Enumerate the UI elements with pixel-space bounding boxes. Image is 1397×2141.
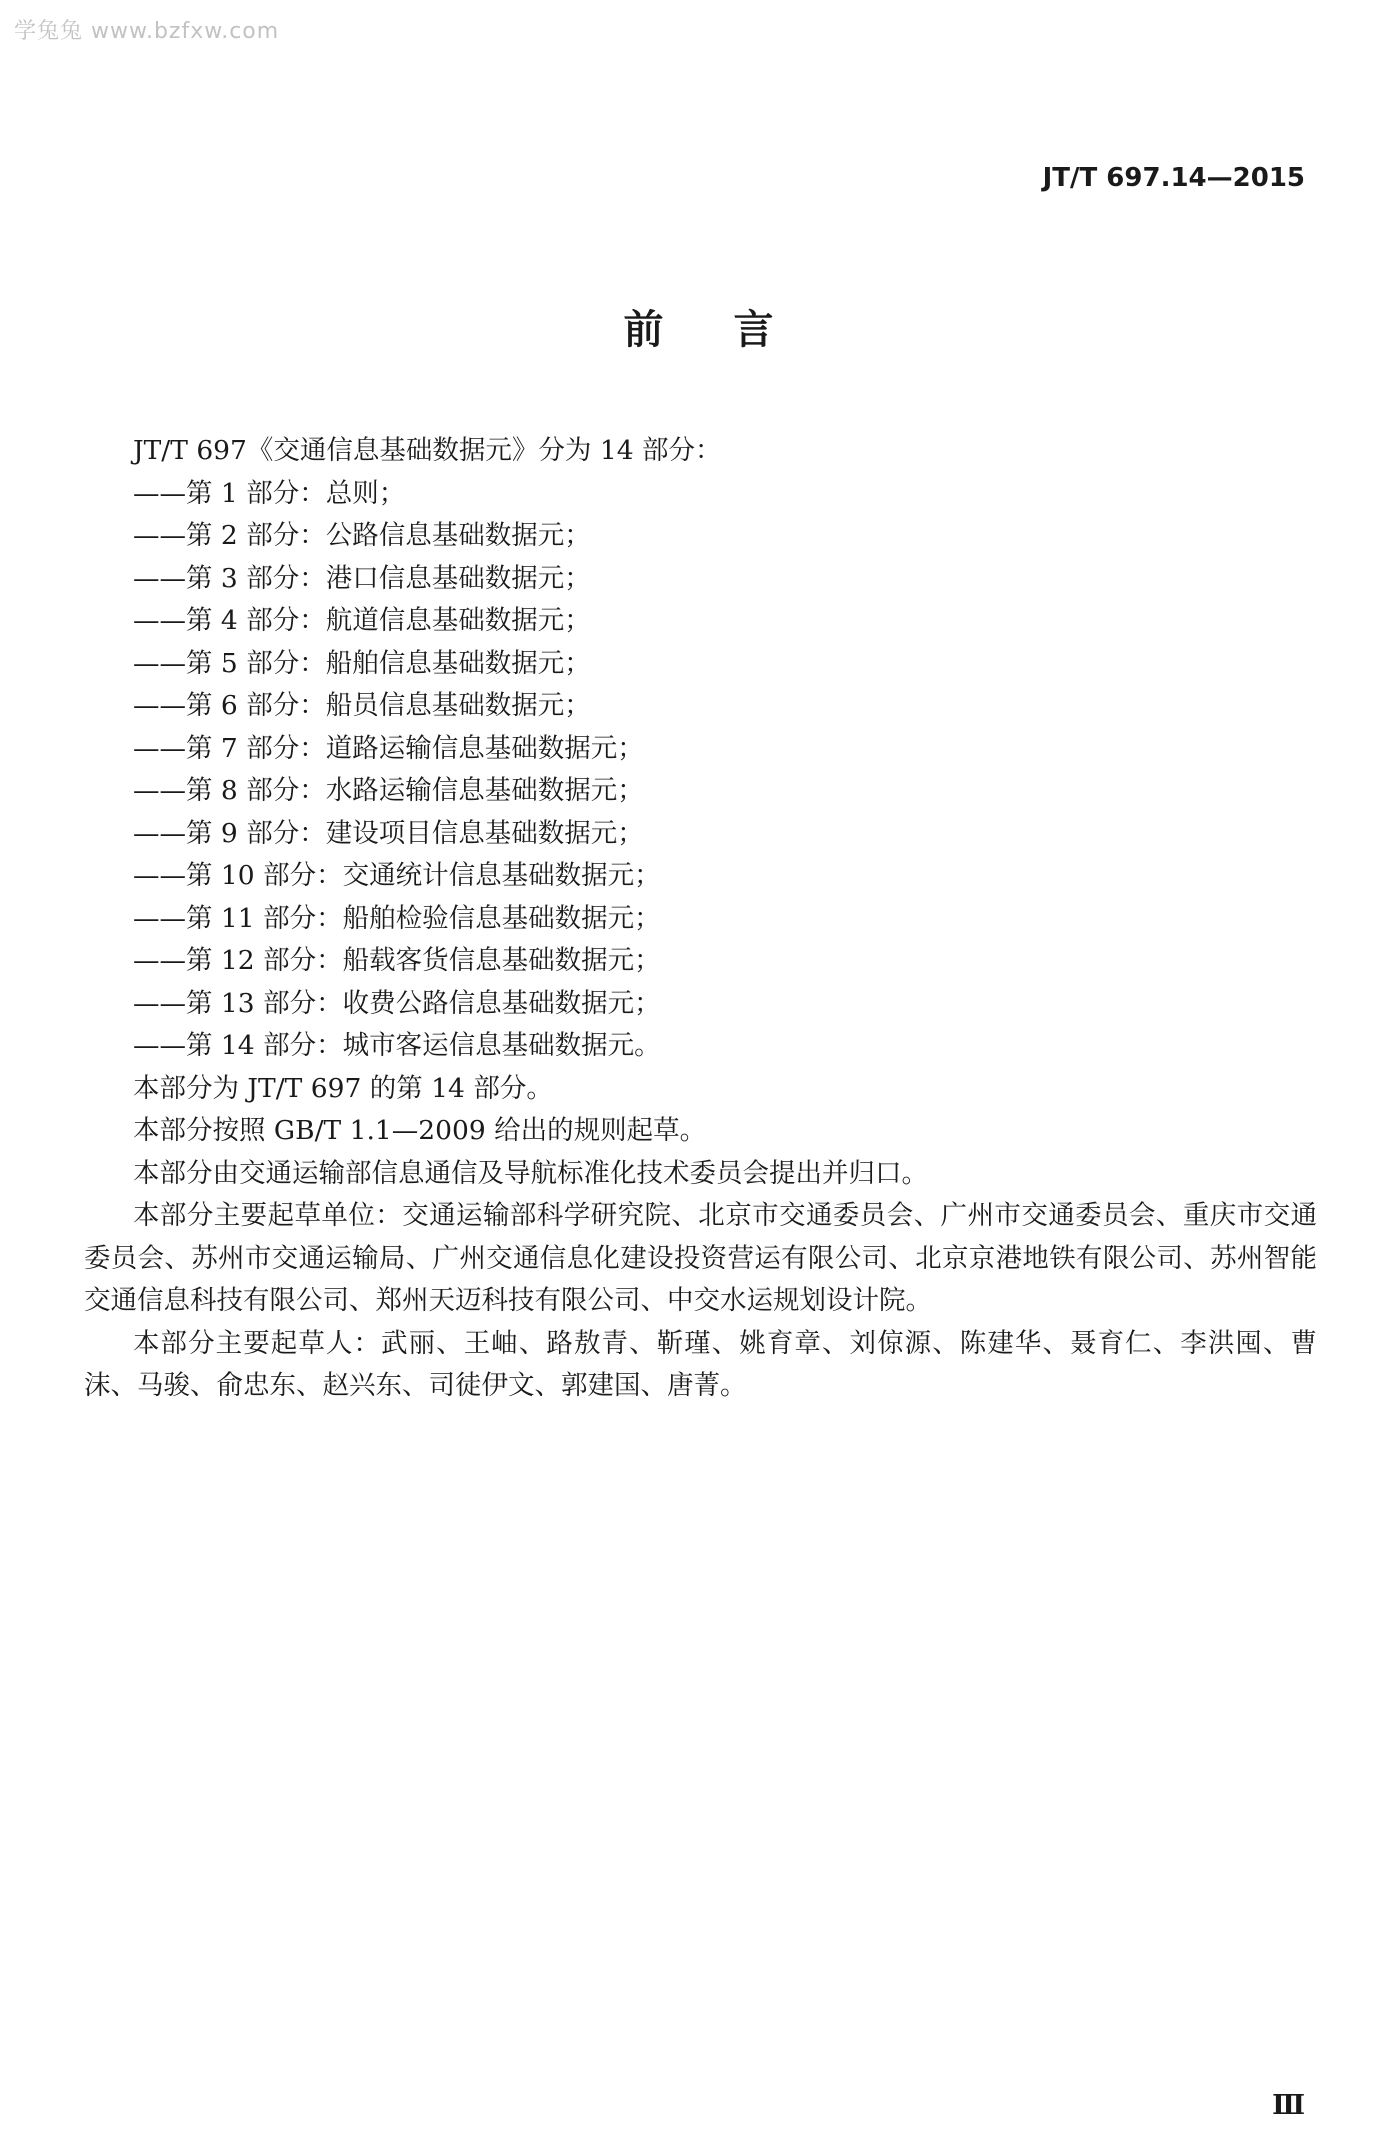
document-body <box>84 430 1317 1408</box>
part-statement: 本部分为 JT/T 697 的第 14 部分。 <box>133 1072 553 1104</box>
drafters-paragraph: 本部分主要起草人：武丽、王岫、路敖青、靳瑾、姚育章、刘倞源、陈建华、聂育仁、李洪囤、曹沫、马骏、俞忠东、赵兴东、司徒伊文、郭建国、唐菁。 <box>84 1327 1317 1401</box>
part-item: ——第 14 部分：城市客运信息基础数据元。 <box>133 1030 661 1061</box>
part-item: ——第 9 部分：建设项目信息基础数据元； <box>133 817 644 849</box>
part-item: ——第 4 部分：航道信息基础数据元； <box>133 605 591 636</box>
part-item: ——第 10 部分：交通统计信息基础数据元； <box>133 860 661 891</box>
part-item: ——第 13 部分：收费公路信息基础数据元； <box>133 987 661 1019</box>
part-item: ——第 12 部分：船载客货信息基础数据元； <box>133 945 661 976</box>
committee-statement: 本部分由交通运输部信息通信及导航标准化技术委员会提出并归口。 <box>133 1157 928 1189</box>
part-item: ——第 5 部分：船舶信息基础数据元； <box>133 647 591 679</box>
standard-number: JT/T 697.14—2015 <box>1042 163 1305 193</box>
part-item: ——第 8 部分：水路运输信息基础数据元； <box>133 775 644 806</box>
part-item: ——第 7 部分：道路运输信息基础数据元； <box>133 732 644 764</box>
watermark-text: 学兔兔 www.bzfxw.com <box>14 19 280 44</box>
page-number: Ⅲ <box>1272 2090 1305 2121</box>
drafting-units-paragraph: 本部分主要起草单位：交通运输部科学研究院、北京市交通委员会、广州市交通委员会、重庆市交通委员会、苏州市交通运输局、广州交通信息化建设投资营运有限公司、北京京港地铁有限公司、苏州智能交通信息科技有限公司、郑州天迈科技有限公司、中交水运规划设计院。 <box>84 1200 1317 1316</box>
page-title: 前言 <box>623 307 844 353</box>
part-item: ——第 2 部分：公路信息基础数据元； <box>133 520 591 551</box>
part-item: ——第 11 部分：船舶检验信息基础数据元； <box>133 902 661 934</box>
part-item: ——第 6 部分：船员信息基础数据元； <box>133 690 591 721</box>
part-item: ——第 1 部分：总则； <box>133 477 406 509</box>
part-item: ——第 3 部分：港口信息基础数据元； <box>133 562 591 594</box>
drafting-rules-statement: 本部分按照 GB/T 1.1—2009 给出的规则起草。 <box>133 1115 707 1146</box>
intro-line: JT/T 697《交通信息基础数据元》分为 14 部分： <box>133 435 722 466</box>
